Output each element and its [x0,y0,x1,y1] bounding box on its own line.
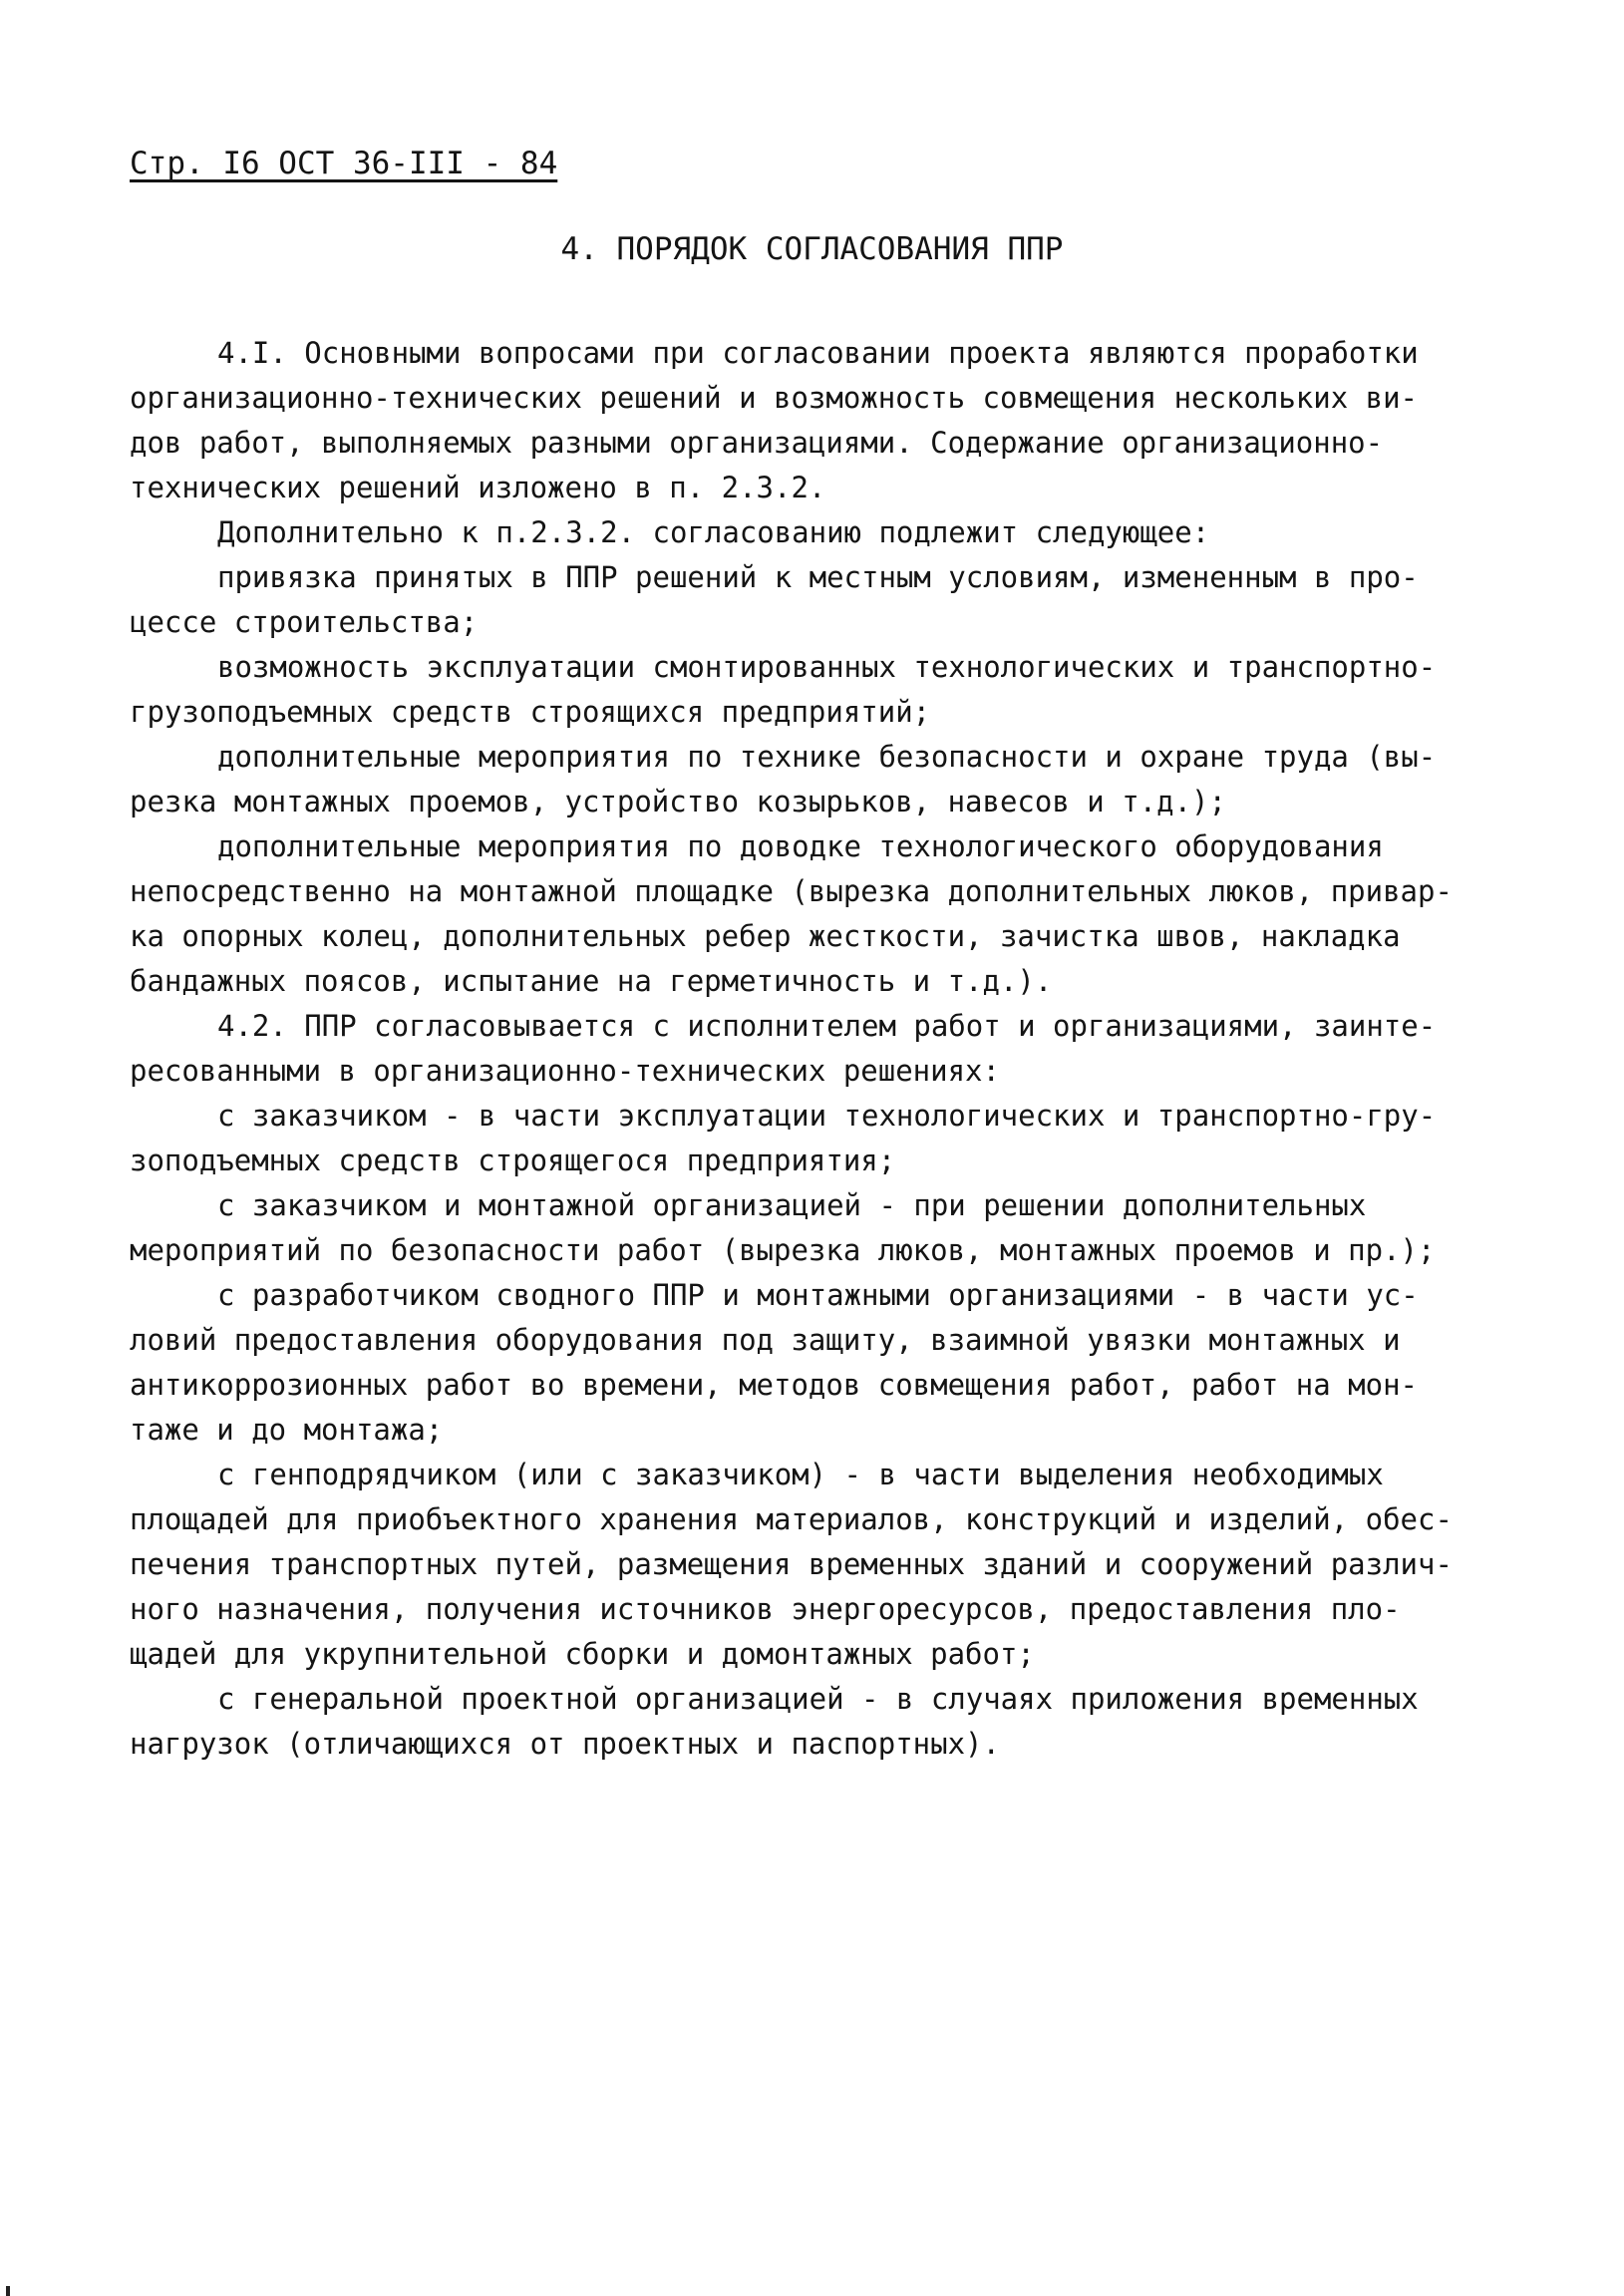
text-line: 4.2. ППР согласовывается с исполнителем работ и организациями, заинте- [217,1009,1437,1043]
text-line: 4.I. Основными вопросами при согласовании проекта являются проработки [217,336,1419,370]
text-line: резка монтажных проемов, устройство козырьков, навесов и т.д.); [130,785,1226,819]
text-line: возможность эксплуатации смонтированных технологических и транспортно- [217,650,1437,684]
text-line: технических решений изложено в п. 2.3.2. [130,471,826,504]
text-line: непосредственно на монтажной площадке (вырезка дополнительных люков, привар- [130,874,1453,908]
text-line: с генеральной проектной организацией - в случаях приложения временных [217,1682,1419,1716]
text-line: цессе строительства; [130,605,479,639]
text-line: Дополнительно к п.2.3.2. согласованию подлежит следующее: [217,515,1210,549]
text-line: с разработчиком сводного ППР и монтажными организациями - в части ус- [217,1278,1419,1312]
text-line: дополнительные мероприятия по технике безопасности и охране труда (вы- [217,740,1437,774]
text-line: ресованными в организационно-технических решениях: [130,1054,1000,1088]
text-line: щадей для укрупнительной сборки и домонтажных работ; [130,1637,1035,1671]
text-line: печения транспортных путей, размещения временных зданий и сооружений различ- [130,1547,1453,1581]
text-line: грузоподъемных средств строящихся предприятий; [130,695,931,729]
text-line: привязка принятых в ППР решений к местным условиям, измененным в про- [217,560,1419,594]
text-line: площадей для приобъектного хранения материалов, конструкций и изделий, обес- [130,1502,1453,1536]
scan-mark [6,2286,10,2296]
text-line: с генподрядчиком (или с заказчиком) - в части выделения необходимых [217,1458,1384,1491]
text-line: с заказчиком - в части эксплуатации технологических и транспортно-гру- [217,1099,1437,1133]
text-line: организационно-технических решений и возможность совмещения нескольких ви- [130,381,1419,415]
body-text [130,331,1525,1767]
text-line: с заказчиком и монтажной организацией - при решении дополнительных [217,1188,1367,1222]
text-line: дов работ, выполняемых разными организациями. Содержание организационно- [130,426,1384,460]
text-line: нагрузок (отличающихся от проектных и паспортных). [130,1727,1000,1761]
text-line: дополнительные мероприятия по доводке технологического оборудования [217,829,1384,863]
text-line: таже и до монтажа; [130,1413,444,1447]
text-line: ловий предоставления оборудования под защиту, взаимной увязки монтажных и [130,1323,1401,1357]
text-line: антикоррозионных работ во времени, методов совмещения работ, работ на мон- [130,1368,1419,1402]
page-header: Стр. I6 ОСТ 36-III - 84 [130,146,558,181]
text-line: зоподъемных средств строящегося предприятия; [130,1144,896,1177]
text-line: ка опорных колец, дополнительных ребер жесткости, зачистка швов, накладка [130,919,1401,953]
section-title: 4. ПОРЯДОК СОГЛАСОВАНИЯ ППР [560,231,1064,267]
text-line: бандажных поясов, испытание на герметичность и т.д.). [130,964,1053,998]
text-line: ного назначения, получения источников энергоресурсов, предоставления пло- [130,1592,1401,1626]
text-line: мероприятий по безопасности работ (вырезка люков, монтажных проемов и пр.); [130,1233,1436,1267]
